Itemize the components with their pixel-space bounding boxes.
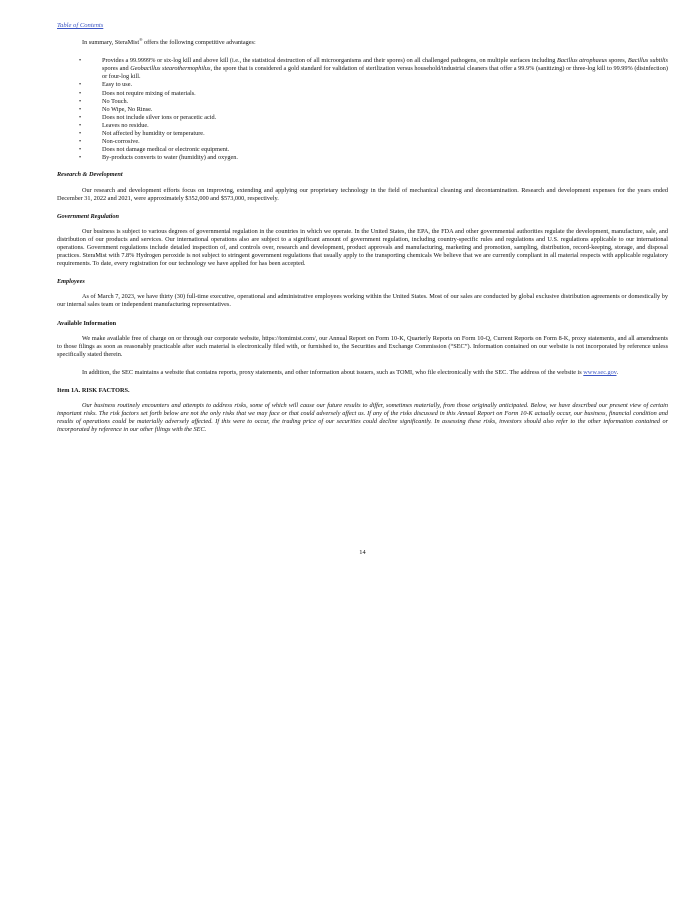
advantage-item: • No Wipe, No Rinse. [79, 105, 153, 113]
advantages-list [57, 57, 668, 162]
bullet-icon: • [79, 122, 82, 129]
bullet-icon: • [79, 155, 82, 162]
available-info-heading: Available Information [57, 319, 117, 327]
gov-heading: Government Regulation [57, 212, 119, 220]
rd-paragraph: Our research and development efforts focus on improving, extending and applying our proprietary technology in the field of mechanical cleaning and decontamination. Research and development expenses for the years ended December 31, 2022 and 2021, were approximately $352,000 and $573,000, respectively. [57, 186, 668, 202]
bullet-icon: • [79, 147, 82, 154]
advantage-item: • Easy to use. [79, 81, 133, 89]
document-page [57, 22, 668, 556]
bullet-icon: • [79, 98, 82, 105]
available-info-paragraph-2: In addition, the SEC maintains a website that contains reports, proxy statements, and other information about issuers, such as TOMI, who file electronically with the SEC. The address of the website is www.sec.gov. [82, 368, 619, 376]
advantage-item: • By-products converts to water (humidity) and oxygen. [79, 154, 238, 162]
risk-factors-paragraph: Our business routinely encounters and attempts to address risks, some of which will cause our future results to differ, sometimes materially, from those originally anticipated. Below, we have described our present view of certain important risks. The risk factors set forth below are not the only risks that we may face or that could adversely affect us. If any of the risks discussed in this Annual Report on Form 10-K actually occur, our business, financial condition and results of operations could be materially adversely affected. If this were to occur, the trading price of our securities could decline significantly. In assessing these risks, investors should also refer to the other information contained or incorporated by reference in our other filings with the SEC. [57, 402, 668, 434]
bullet-icon: • [79, 139, 82, 146]
bullet-icon: • [79, 90, 82, 97]
employees-paragraph: As of March 7, 2023, we have thirty (30) full-time executive, operational and administrative employees working within the United States. Most of our sales are conducted by global exclusive distribution agreements or domestically by our internal sales team or independent manufacturing representatives. [57, 293, 668, 309]
table-of-contents-link[interactable]: Table of Contents [57, 22, 104, 29]
rd-heading: Research & Development [57, 171, 123, 179]
bullet-icon: • [79, 106, 82, 113]
page-number: 14 [359, 549, 366, 556]
advantage-item: • Not affected by humidity or temperature. [79, 130, 205, 138]
advantage-item: • Non-corrosive. [79, 138, 140, 146]
advantage-item: • Does not damage medical or electronic equipment. [79, 146, 230, 154]
advantage-item: • Provides a 99.9999% or six-log kill and above kill (i.e., the statistical destruction of all microorganisms and their spores) on all challenged pathogens, on multiple surfaces including Bacillus atrophaeus spores, Bacillus subtilis spores and Geobacillus stearothermophilus, the spore that is considered a gold standard for validation of sterilization versus household/industrial cleaners that offer a 99.9% (sanitizing) or three-log kill to 99.99% (disinfection) or four-log kill. [79, 57, 668, 81]
bullet-icon: • [79, 58, 82, 65]
registered-mark: ® [139, 37, 143, 43]
advantage-item: • No Touch. [79, 97, 129, 105]
available-info-paragraph-1: We make available free of charge on or through our corporate website, https://tomimist.com/, our Annual Report on Form 10-K, Quarterly Reports on Form 10-Q, Current Reports on Form 8-K, proxy statements, and all amendments to those filings as soon as reasonably practicable after such material is electronically filed with, or furnished to, the Securities and Exchange Commission (“SEC”). Information contained on our website is not incorporated by reference unless specifically stated therein. [57, 334, 668, 358]
employees-heading: Employees [57, 278, 85, 286]
bullet-icon: • [79, 131, 82, 138]
gov-paragraph: Our business is subject to various degrees of governmental regulation in the countries in which we operate. In the United States, the EPA, the FDA and other governmental authorities regulate the development, manufacture, sale, and distribution of our products and services. Our international operations also are subject to a significant amount of government regulation, including country-specific rules and regulations and U.S. regulations applicable to our international operations. Government regulations include detailed inspection of, and controls over, research and development, product approvals and manufacturing, marketing and promotion, sampling, distribution, record-keeping, storage, and disposal practices. SteraMist with 7.8% Hydrogen peroxide is not subject to stringent government regulations that usually apply to the transporting chemicals We believe that we are currently compliant in all material respects with applicable regulatory requirements. To date, every registration for our technology we have applied for has been accepted. [57, 227, 668, 268]
sec-website-link[interactable]: www.sec.gov [583, 368, 617, 376]
risk-factors-heading: Item 1A. RISK FACTORS. [57, 387, 130, 394]
bullet-icon: • [79, 82, 82, 89]
advantage-item: • Does not include silver ions or peracetic acid. [79, 113, 217, 121]
intro-paragraph: In summary, SteraMist® offers the following competitive advantages: [82, 37, 256, 47]
advantage-item: • Does not require mixing of materials. [79, 89, 196, 97]
advantage-item: • Leaves no residue. [79, 121, 149, 129]
bullet-icon: • [79, 114, 82, 121]
